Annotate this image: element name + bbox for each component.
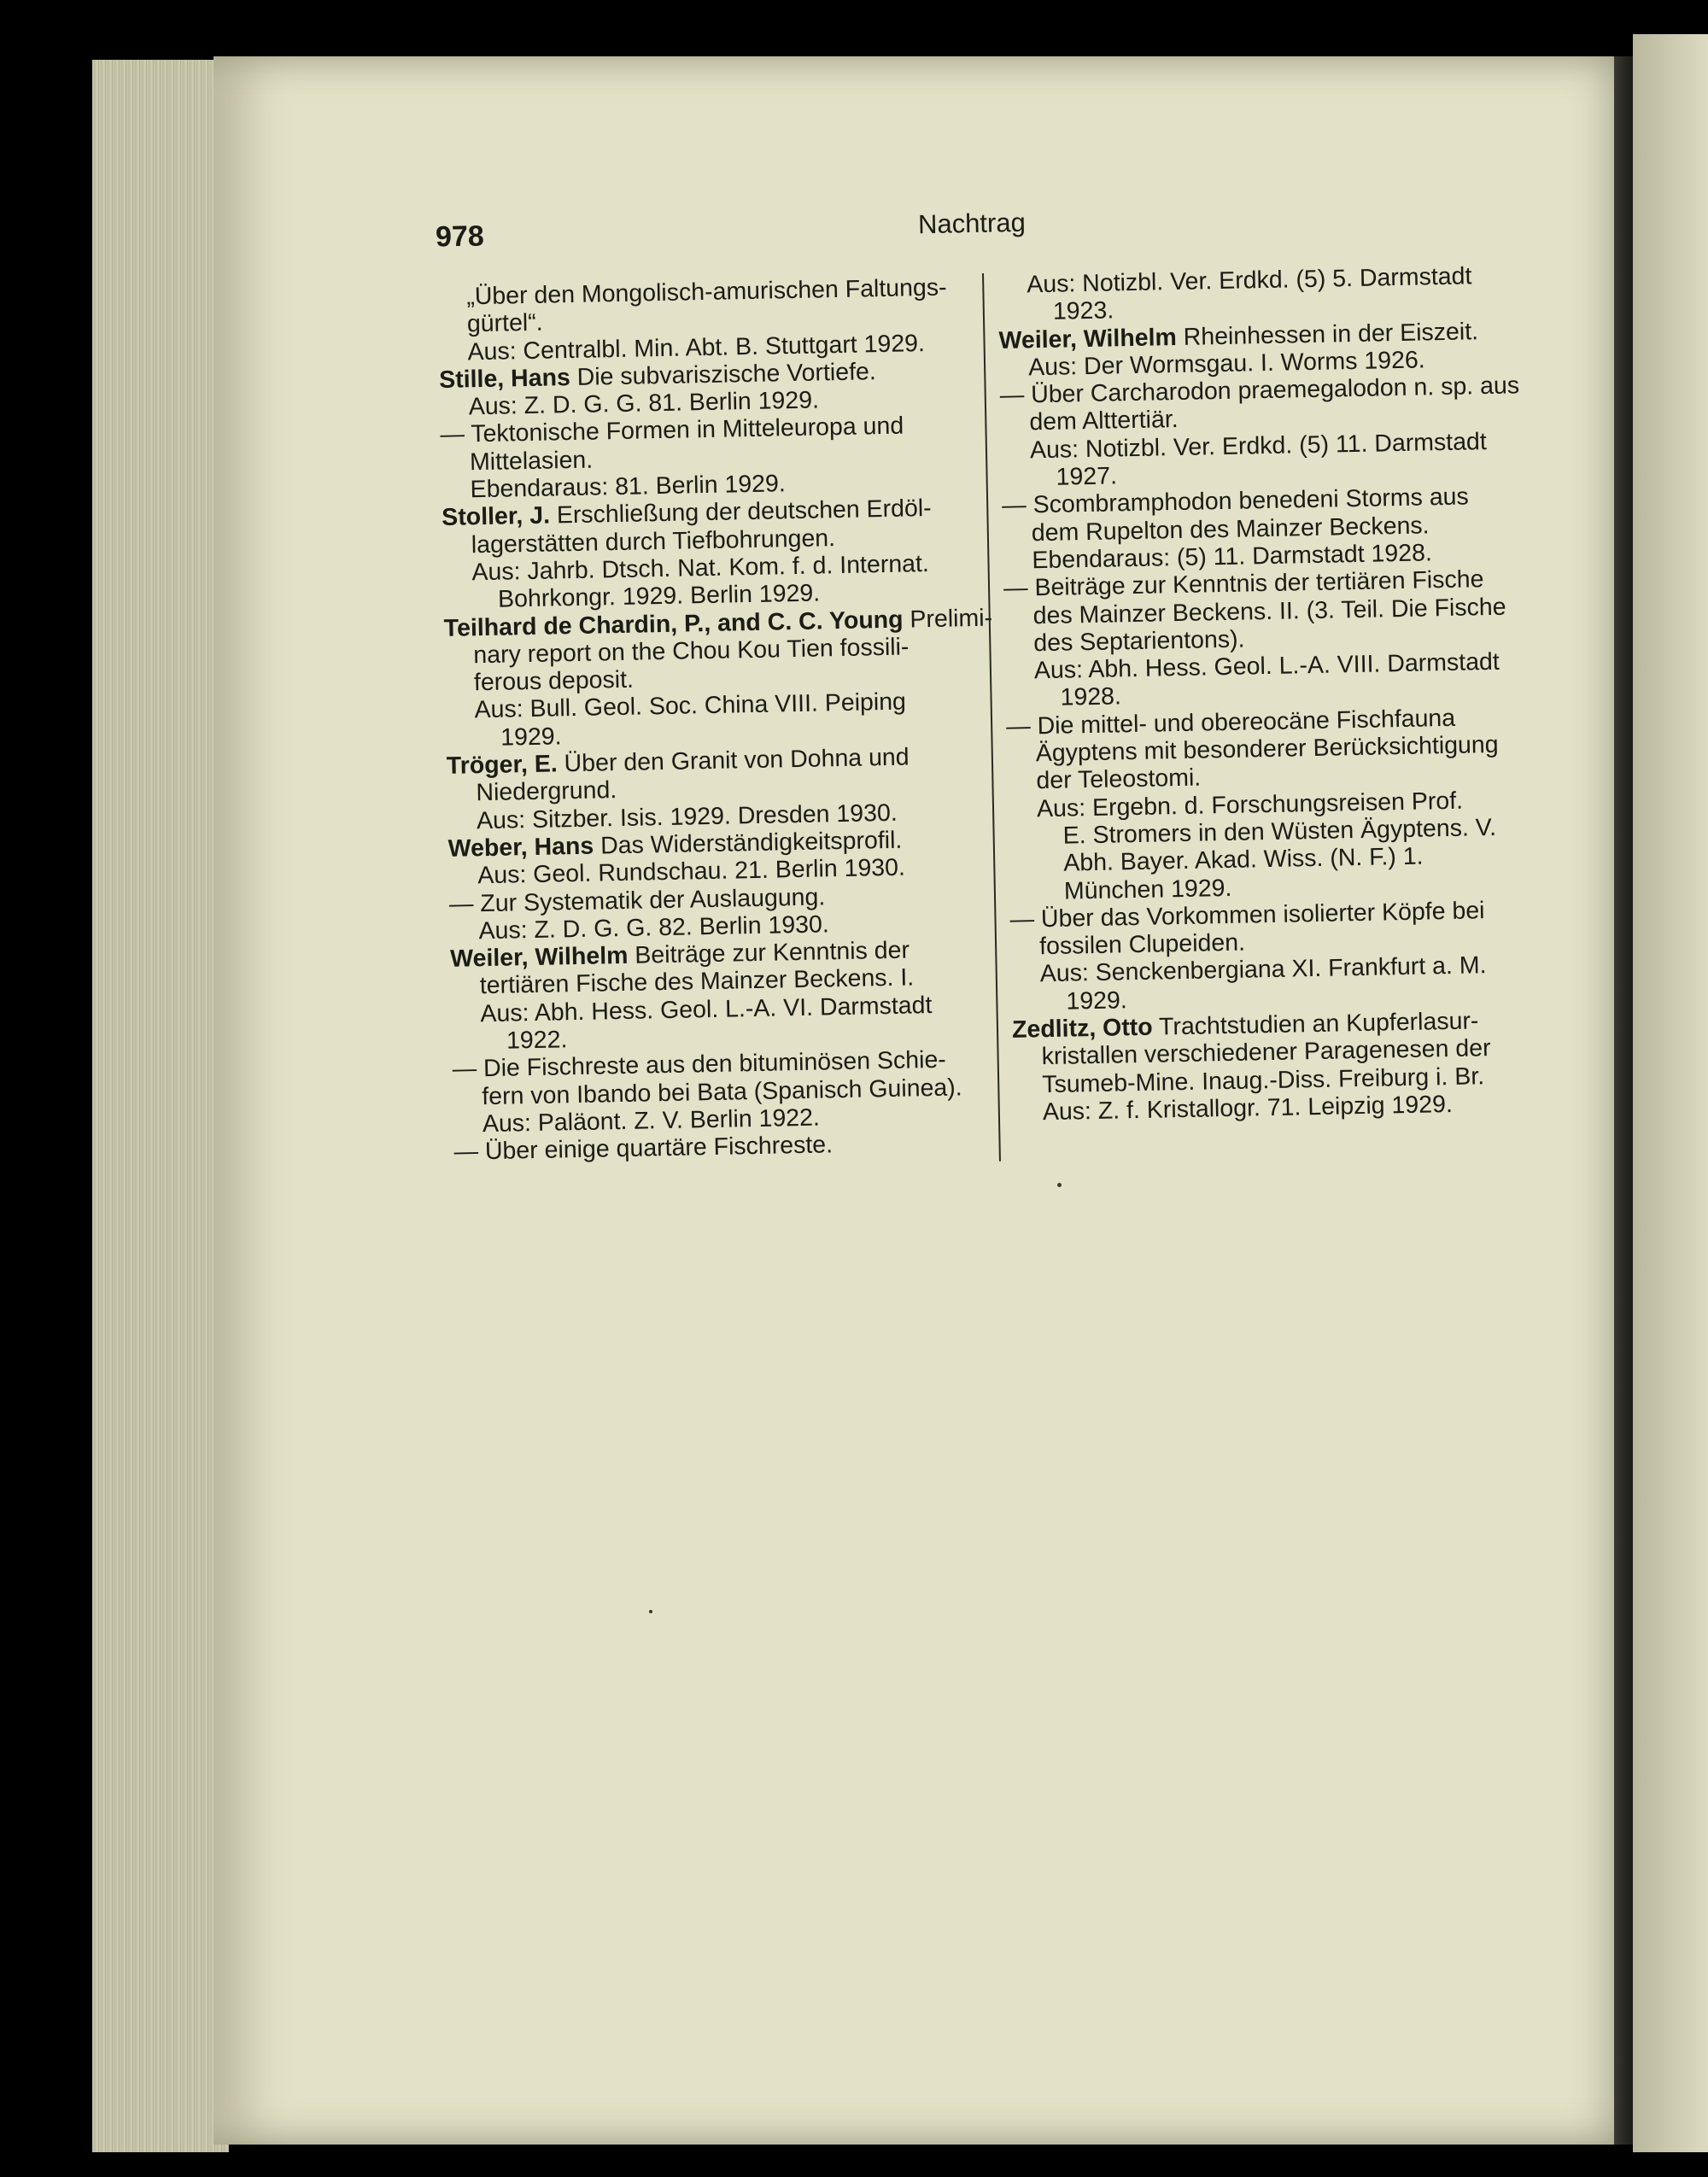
- entry-text: — Tektonische Formen in Mitteleuropa und: [440, 413, 904, 449]
- entry-text: Trachtstudien an Kupferlasur-: [1158, 1007, 1479, 1041]
- entry-text: Tsumeb-Mine. Inaug.-Diss. Freiburg i. Br.: [1041, 1062, 1485, 1098]
- author-name: Teilhard de Chardin, P., and C. C. Young: [443, 606, 904, 642]
- entry-text: Aus: Bull. Geol. Soc. China VIII. Peiping: [474, 688, 907, 724]
- entry-text: gürtel“.: [466, 308, 543, 338]
- entry-text: Ebendaraus: (5) 11. Darmstadt 1928.: [1032, 539, 1433, 575]
- entry-text: fossilen Clupeiden.: [1038, 928, 1246, 961]
- author-name: Weiler, Wilhelm: [449, 941, 629, 973]
- entry-text: ferous deposit.: [473, 665, 635, 697]
- author-name: Stille, Hans: [438, 363, 571, 394]
- entry-text: tertiären Fische des Mainzer Beckens. I.: [479, 963, 915, 1000]
- entry-text: Aus: Der Wormsgau. I. Worms 1926.: [1027, 346, 1425, 382]
- entry-text: Aus: Z. D. G. G. 82. Berlin 1930.: [478, 910, 830, 945]
- entry-text: Das Widerständigkeitsprofil.: [600, 826, 903, 860]
- entry-text: Aus: Centralbl. Min. Abt. B. Stuttgart 1929.: [467, 329, 926, 366]
- entry-text: 1929.: [500, 723, 562, 752]
- entry-text: 1928.: [1060, 682, 1122, 712]
- entry-text: Aus: Z. D. G. G. 81. Berlin 1929.: [468, 386, 820, 421]
- entry-text: Aus: Abh. Hess. Geol. L.-A. VI. Darmstadt: [480, 991, 933, 1027]
- page-number: 978: [435, 219, 485, 254]
- entry-text: Aus: Geol. Rundschau. 21. Berlin 1930.: [477, 853, 906, 890]
- author-name: Weiler, Wilhelm: [998, 323, 1178, 354]
- entry-text: Aus: Sitzber. Isis. 1929. Dresden 1930.: [476, 799, 898, 834]
- entry-text: Aus: Notizbl. Ver. Erdkd. (5) 5. Darmstadt: [1026, 262, 1472, 299]
- entry-text: nary report on the Chou Kou Tien fossili-: [473, 633, 910, 670]
- entry-text: dem Rupelton des Mainzer Beckens.: [1031, 512, 1430, 547]
- entry-text: Aus: Abh. Hess. Geol. L.-A. VIII. Darmstadt: [1033, 647, 1500, 685]
- facing-page-edge: [1633, 34, 1708, 2152]
- entry-text: Prelimi-: [910, 604, 993, 634]
- entry-text: 1927.: [1056, 462, 1118, 491]
- entry-text: des Mainzer Beckens. II. (3. Teil. Die Fische: [1032, 593, 1506, 629]
- entry-text: Aus: Paläont. Z. V. Berlin 1922.: [482, 1103, 821, 1138]
- entry-text: Rheinhessen in der Eiszeit.: [1183, 317, 1479, 351]
- entry-text: kristallen verschiedener Paragenesen der: [1041, 1034, 1491, 1071]
- print-speck: [649, 1610, 652, 1613]
- entry-text: — Beiträge zur Kenntnis der tertiären Fische: [1003, 565, 1484, 603]
- entry-text: fern von Ibando bei Bata (Spanisch Guinea).: [481, 1073, 962, 1110]
- left-column: [437, 273, 993, 1167]
- entry-text: — Über Carcharodon praemegalodon n. sp. aus: [999, 372, 1520, 410]
- entry-text: Aus: Z. f. Kristallogr. 71. Leipzig 1929.: [1042, 1090, 1454, 1127]
- entry-text: 1922.: [506, 1026, 568, 1055]
- entry-text: Bohrkongr. 1929. Berlin 1929.: [497, 579, 821, 613]
- right-column: [997, 261, 1541, 1127]
- entry-text: — Scombramphodon benedeni Storms aus: [1001, 483, 1470, 520]
- entry-text: lagerstätten durch Tiefbohrungen.: [471, 524, 836, 559]
- entry-text: „Über den Mongolisch-amurischen Faltungs-: [465, 273, 947, 311]
- entry-text: Die subvariszische Vortiefe.: [576, 358, 877, 391]
- entry-text: — Die mittel- und obereocäne Fischfauna: [1005, 704, 1456, 740]
- entry-text: München 1929.: [1063, 874, 1232, 905]
- entry-text: — Zur Systematik der Auslaugung.: [448, 882, 826, 918]
- entry-text: Beiträge zur Kenntnis der: [635, 936, 910, 969]
- entry-text: Aus: Ergebn. d. Forschungsreisen Prof.: [1036, 787, 1464, 822]
- book-gutter: [1614, 56, 1633, 2145]
- entry-text: E. Stromers in den Wüsten Ägyptens. V.: [1062, 813, 1497, 850]
- entry-text: Aus: Notizbl. Ver. Erdkd. (5) 11. Darmstadt: [1029, 427, 1488, 465]
- entry-text: 1923.: [1052, 296, 1114, 326]
- entry-text: Ebendaraus: 81. Berlin 1929.: [470, 470, 787, 504]
- print-speck: [1057, 1183, 1062, 1187]
- author-name: Stoller, J.: [441, 501, 551, 532]
- author-name: Tröger, E.: [446, 750, 559, 780]
- entry-text: — Über einige quartäre Fischreste.: [453, 1131, 834, 1167]
- entry-text: Aus: Jahrb. Dtsch. Nat. Kom. f. d. Internat.: [471, 549, 930, 587]
- entry-text: Ägyptens mit besonderer Berücksichtigung: [1035, 730, 1499, 768]
- entry-text: Über den Granit von Dohna und: [564, 743, 910, 778]
- entry-text: 1929.: [1066, 986, 1128, 1015]
- entry-text: Aus: Senckenbergiana XI. Frankfurt a. M.: [1039, 951, 1487, 988]
- author-name: Weber, Hans: [447, 832, 594, 863]
- book-page-edges: [92, 60, 229, 2152]
- entry-text: Niedergrund.: [476, 776, 617, 807]
- entry-text: der Teleostomi.: [1036, 764, 1202, 795]
- running-head: Nachtrag: [917, 207, 1027, 240]
- entry-text: — Über das Vorkommen isolierter Köpfe bei: [1009, 897, 1485, 933]
- entry-text: dem Alttertiär.: [1029, 406, 1179, 436]
- author-name: Zedlitz, Otto: [1011, 1013, 1153, 1044]
- entry-text: Abh. Bayer. Akad. Wiss. (N. F.) 1.: [1063, 842, 1424, 877]
- entry-text: — Die Fischreste aus den bituminösen Schie-: [452, 1046, 947, 1084]
- entry-text: Mittelasien.: [469, 446, 594, 477]
- entry-text: des Septarientons).: [1033, 625, 1245, 658]
- entry-text: Erschließung der deutschen Erdöl-: [556, 495, 932, 530]
